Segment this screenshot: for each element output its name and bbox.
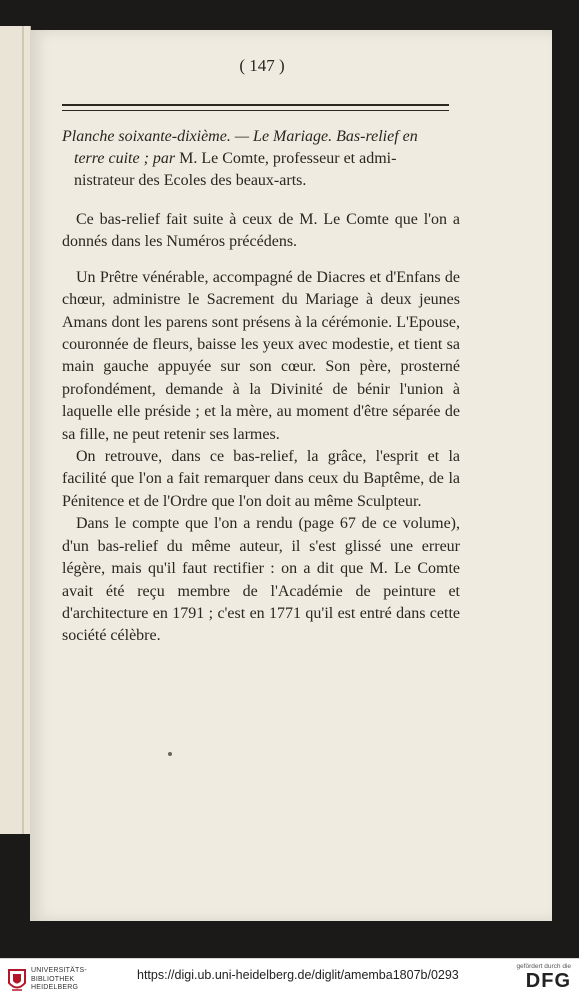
caption-line-3 (62, 170, 460, 192)
caption-author: M. Le Comte, professeur et admi- (175, 150, 397, 167)
ink-speck (168, 752, 172, 756)
caption-author-title: nistrateur des Ecoles des beaux-arts. (74, 172, 307, 189)
heidelberg-library-logo-icon (6, 966, 28, 994)
plate-caption (62, 126, 460, 192)
body-text (62, 209, 460, 648)
caption-medium-italic: terre cuite ; par (74, 150, 176, 167)
caption-title-italic: Planche soixante-dixième. — Le Mariage. Bas-relief en (62, 128, 418, 145)
permalink-url[interactable]: https://digi.ub.uni-heidelberg.de/diglit/amemba1807b/0293 (137, 968, 459, 982)
paragraph-3: On retrouve, dans ce bas-relief, la grâce, l'esprit et la facilité que l'on a fait remarquer dans ceux du Baptême, de la Pénitence et de l'Ordre que l'on doit au même Sculpteur. (62, 448, 460, 510)
paragraph-1: Ce bas-relief fait suite à ceux de M. Le Comte que l'on a donnés dans les Numéros précédens. (62, 211, 460, 251)
dfg-logo: DFG (525, 970, 571, 992)
page-number: ( 147 ) (239, 56, 285, 75)
library-logo[interactable] (6, 964, 106, 996)
paragraph-2: Un Prêtre vénérable, accompagné de Diacres et d'Enfans de chœur, administre le Sacrement du Mariage à deux jeunes Amans dont les parens sont présens à la cérémonie. L'Epouse, couronnée de fleurs, baisse les yeux avec modestie, et tient sa main gauche appuyée sur son cœur. Son père, prosterné profondément, demande à la Divinité de bénir l'union à laquelle elle préside ; et la mère, au moment d'être séparée de sa fille, ne peut retenir ses larmes. (62, 268, 460, 443)
caption-line-2 (62, 148, 460, 170)
header-rule-thick (62, 104, 449, 106)
header-rule-thin (62, 110, 449, 111)
book-page (30, 30, 552, 921)
paragraph-4: Dans le compte que l'on a rendu (page 67 de ce volume), d'un bas-relief du même auteur, il s'est glissé une erreur légère, mais qu'il faut rectifier : on a dit que M. Le Comte avait été reçu membre de l'Académie de peinture et d'architecture en 1791 ; c'est en 1771 qu'il est entré dans cette société célèbre. (62, 515, 460, 645)
left-page-edge (0, 26, 31, 834)
library-name: UNIVERSITÄTS- BIBLIOTHEK HEIDELBERG (31, 967, 87, 991)
funder-label: gefördert durch die (516, 963, 571, 970)
viewer-footer (0, 958, 579, 1000)
funder-block[interactable] (511, 963, 571, 997)
caption-line-1 (62, 126, 460, 148)
